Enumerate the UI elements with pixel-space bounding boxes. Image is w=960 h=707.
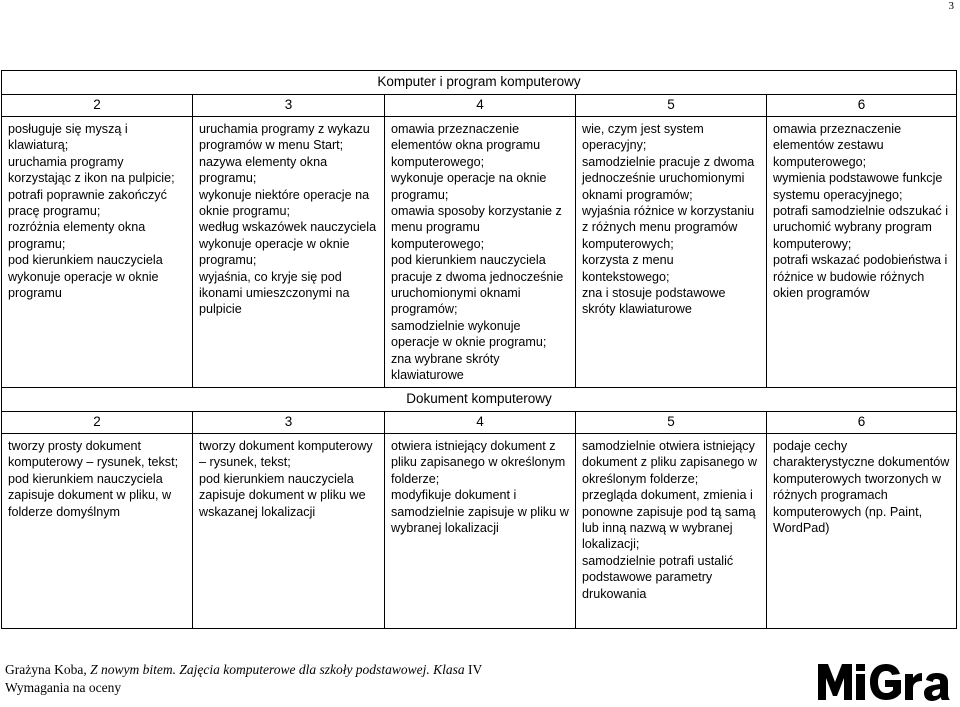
footer-subtitle: Wymagania na oceny: [5, 680, 122, 695]
requirement-item: wymienia podstawowe funkcje systemu operacyjnego;: [773, 171, 943, 202]
requirement-item: pod kierunkiem nauczyciela zapisuje dokument w pliku, w folderze domyślnym: [8, 471, 172, 519]
requirement-item: pod kierunkiem nauczyciela zapisuje dokument w pliku we wskazanej lokalizacji: [199, 471, 366, 519]
footer-author: Grażyna Koba,: [5, 662, 91, 677]
requirement-item: modyfikuje dokument i samodzielnie zapisuje w pliku w wybranej lokalizacji: [391, 488, 569, 536]
requirement-item: samodzielnie wykonuje operacje w oknie programu;: [391, 318, 547, 350]
section-2-content-row: [2, 434, 957, 629]
s2-grade-2-cell: [2, 434, 193, 629]
s1-grade-6-cell: [767, 117, 957, 388]
requirement-item: tworzy dokument komputerowy – rysunek, tekst;: [199, 439, 373, 470]
requirement-item: pod kierunkiem nauczyciela wykonuje operacje w oknie programu: [8, 253, 163, 301]
s1-grade-2-cell: [2, 117, 193, 388]
s2-grade-6-cell: [767, 434, 957, 629]
requirement-item: samodzielnie pracuje z dwoma jednocześnie uruchomionymi oknami programów;: [582, 154, 755, 202]
section-2-title-row: [2, 388, 957, 412]
requirements-table: [1, 70, 957, 629]
grade-col-6: 6: [767, 412, 957, 434]
section-2-title: Dokument komputerowy: [2, 388, 957, 412]
requirement-item: zna wybrane skróty klawiaturowe: [391, 351, 500, 383]
s1-grade-4-cell: [385, 117, 576, 388]
section-1-title: Komputer i program komputerowy: [2, 71, 957, 95]
requirement-item: samodzielnie potrafi ustalić podstawowe parametry drukowania: [582, 553, 734, 601]
section-1-content-row: [2, 117, 957, 388]
requirement-item: tworzy prosty dokument komputerowy – rysunek, tekst;: [8, 439, 179, 470]
requirement-item: korzysta z menu kontekstowego;: [582, 253, 674, 284]
grade-col-6: 6: [767, 95, 957, 117]
migra-logo-image: [816, 660, 956, 702]
grade-col-5: 5: [576, 412, 767, 434]
requirement-item: przegląda dokument, zmienia i ponowne zapisuje pod tą samą lub inną nazwą w wybranej lokalizacji;: [582, 488, 756, 552]
grade-col-3: 3: [193, 95, 385, 117]
requirement-item: według wskazówek nauczyciela wykonuje operacje w oknie programu;: [199, 220, 377, 268]
requirement-item: omawia przeznaczenie elementów zestawu komputerowego;: [773, 122, 902, 169]
requirement-item: wyjaśnia różnice w korzystaniu z różnych menu programów komputerowych;: [582, 204, 755, 251]
migra-logo: [816, 660, 956, 702]
grade-col-4: 4: [385, 412, 576, 434]
requirement-item: wie, czym jest system operacyjny;: [582, 122, 704, 153]
requirement-item: podaje cechy charakterystyczne dokumentów komputerowych tworzonych w różnych programach komputerowych (np. Paint, WordPad): [773, 439, 950, 536]
requirement-item: nazywa elementy okna programu;: [199, 154, 328, 186]
section-1-grade-row: [2, 95, 957, 117]
requirement-item: pod kierunkiem nauczyciela pracuje z dwoma jednocześnie uruchomionymi oknami programów;: [391, 253, 564, 317]
s1-grade-3-cell: [193, 117, 385, 388]
grade-col-5: 5: [576, 95, 767, 117]
requirement-item: posługuje się myszą i klawiaturą;: [8, 122, 128, 153]
requirement-item: wykonuje operacje na oknie programu;: [391, 171, 547, 202]
requirement-item: uruchamia programy korzystając z ikon na pulpicie;: [8, 154, 175, 186]
grade-col-2: 2: [2, 412, 193, 434]
requirement-item: omawia sposoby korzystanie z menu programu komputerowego;: [391, 204, 562, 251]
grade-col-3: 3: [193, 412, 385, 434]
page-number: 3: [948, 0, 954, 12]
footer-book-line: [5, 661, 482, 679]
footer-grade: IV: [467, 662, 483, 677]
grade-col-2: 2: [2, 95, 193, 117]
requirement-item: samodzielnie otwiera istniejący dokument z pliku zapisanego w określonym folderze;: [582, 439, 758, 486]
requirement-item: uruchamia programy z wykazu programów w menu Start;: [199, 122, 370, 153]
requirement-item: wyjaśnia, co kryje się pod ikonami umieszczonymi na pulpicie: [199, 269, 350, 317]
footer-book-title: Z nowym bitem. Zajęcia komputerowe dla szkoły podstawowej. Klasa: [90, 662, 468, 677]
grade-col-4: 4: [385, 95, 576, 117]
requirement-item: rozróżnia elementy okna programu;: [8, 220, 146, 251]
s2-grade-4-cell: [385, 434, 576, 629]
s2-grade-5-cell: [576, 434, 767, 629]
requirement-item: potrafi samodzielnie odszukać i uruchomić wybrany program komputerowy;: [773, 204, 949, 251]
s1-grade-5-cell: [576, 117, 767, 388]
requirement-item: omawia przeznaczenie elementów okna programu komputerowego;: [391, 122, 541, 169]
section-1-title-row: [2, 71, 957, 95]
requirement-item: potrafi wskazać podobieństwa i różnice w budowie różnych okien programów: [773, 253, 948, 301]
s2-grade-3-cell: [193, 434, 385, 629]
requirement-item: zna i stosuje podstawowe skróty klawiaturowe: [582, 286, 726, 317]
requirement-item: otwiera istniejący dokument z pliku zapisanego w określonym folderze;: [391, 439, 566, 486]
requirement-item: wykonuje niektóre operacje na oknie programu;: [199, 187, 370, 219]
section-2-grade-row: [2, 412, 957, 434]
requirement-item: potrafi poprawnie zakończyć pracę programu;: [8, 187, 167, 219]
footer-citation: [5, 661, 482, 697]
